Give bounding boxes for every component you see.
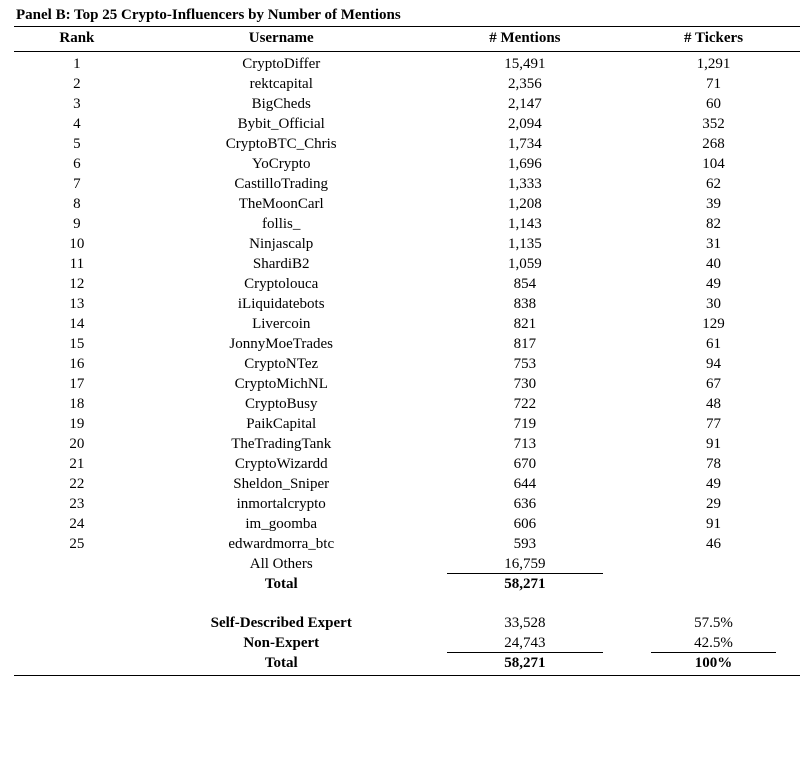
cell-username: CryptoMichNL bbox=[234, 375, 328, 392]
column-header-rank: Rank bbox=[14, 27, 140, 52]
cell-mentions: 713 bbox=[513, 435, 537, 452]
cell-rank: 8 bbox=[73, 195, 81, 212]
table-row bbox=[14, 194, 800, 214]
cell-tickers: 91 bbox=[706, 515, 722, 532]
summary-row-non-expert bbox=[14, 633, 800, 653]
cell-rank: 6 bbox=[73, 155, 81, 172]
table-row bbox=[14, 374, 800, 394]
cell-mentions-total: 58,271 bbox=[504, 575, 546, 592]
cell-rank bbox=[14, 554, 140, 574]
cell-mentions: 593 bbox=[513, 535, 537, 552]
cell-username: Bybit_Official bbox=[237, 115, 325, 132]
cell-mentions: 1,135 bbox=[508, 235, 542, 252]
cell-tickers: 94 bbox=[706, 355, 722, 372]
table-row bbox=[14, 154, 800, 174]
cell-tickers: 71 bbox=[706, 75, 722, 92]
cell-rank: 18 bbox=[69, 395, 85, 412]
cell-label-total: Total bbox=[264, 575, 298, 592]
table-row bbox=[14, 314, 800, 334]
cell-rank: 2 bbox=[73, 75, 81, 92]
cell-username: rektcapital bbox=[249, 75, 313, 92]
cell-mentions: 838 bbox=[513, 295, 537, 312]
cell-label-self-described-expert: Self-Described Expert bbox=[210, 614, 352, 631]
column-header-mentions: # Mentions bbox=[423, 27, 627, 52]
cell-username: Livercoin bbox=[252, 315, 311, 332]
cell-tickers: 91 bbox=[706, 435, 722, 452]
cell-tickers: 48 bbox=[706, 395, 722, 412]
cell-mentions: 1,333 bbox=[508, 175, 542, 192]
cell-mentions: 817 bbox=[513, 335, 537, 352]
cell-tickers: 129 bbox=[702, 315, 725, 332]
table-row bbox=[14, 494, 800, 514]
cell-label-summary-total: Total bbox=[264, 654, 298, 671]
cell-username: ShardiB2 bbox=[252, 255, 310, 272]
cell-empty bbox=[14, 653, 140, 673]
cell-tickers: 77 bbox=[706, 415, 722, 432]
cell-username: JonnyMoeTrades bbox=[229, 335, 334, 352]
cell-tickers: 268 bbox=[702, 135, 725, 152]
cell-rank: 1 bbox=[73, 55, 81, 72]
cell-rank: 25 bbox=[69, 535, 85, 552]
cell-username: YoCrypto bbox=[251, 155, 311, 172]
influencer-table bbox=[14, 27, 800, 673]
cell-mentions: 821 bbox=[513, 315, 537, 332]
cell-mentions: 15,491 bbox=[504, 55, 546, 72]
cell-username: Ninjascalp bbox=[249, 235, 314, 252]
cell-username: All Others bbox=[249, 555, 313, 572]
table-row bbox=[14, 514, 800, 534]
column-header-tickers: # Tickers bbox=[627, 27, 800, 52]
cell-mentions: 1,208 bbox=[508, 195, 542, 212]
cell-username: im_goomba bbox=[245, 515, 318, 532]
cell-username: inmortalcrypto bbox=[236, 495, 326, 512]
cell-mentions: 2,094 bbox=[508, 115, 542, 132]
table-row bbox=[14, 354, 800, 374]
cell-tickers: 30 bbox=[706, 295, 722, 312]
table-row bbox=[14, 214, 800, 234]
cell-rank: 12 bbox=[69, 275, 85, 292]
cell-mentions: 719 bbox=[513, 415, 537, 432]
table-row bbox=[14, 474, 800, 494]
table-row bbox=[14, 174, 800, 194]
cell-rank: 17 bbox=[69, 375, 85, 392]
cell-mentions: 2,356 bbox=[508, 75, 542, 92]
cell-rank: 19 bbox=[69, 415, 85, 432]
cell-rank: 5 bbox=[73, 135, 81, 152]
cell-mentions: 644 bbox=[513, 475, 537, 492]
cell-tickers: 352 bbox=[702, 115, 725, 132]
column-header-username: Username bbox=[140, 27, 423, 52]
cell-mentions: 16,759 bbox=[423, 554, 627, 574]
table-row bbox=[14, 294, 800, 314]
cell-rank: 11 bbox=[69, 255, 85, 272]
section-spacer bbox=[14, 594, 800, 613]
cell-tickers: 82 bbox=[706, 215, 722, 232]
table-row bbox=[14, 234, 800, 254]
cell-username: CastilloTrading bbox=[234, 175, 329, 192]
cell-mentions-expert: 33,528 bbox=[504, 614, 546, 631]
cell-tickers: 62 bbox=[706, 175, 722, 192]
bottom-rule bbox=[14, 675, 800, 676]
cell-share-non-expert: 42.5% bbox=[627, 633, 800, 653]
cell-rank: 20 bbox=[69, 435, 85, 452]
cell-share-expert: 57.5% bbox=[694, 614, 733, 631]
cell-mentions: 1,143 bbox=[508, 215, 542, 232]
cell-tickers: 78 bbox=[706, 455, 722, 472]
table-row bbox=[14, 414, 800, 434]
cell-username: follis_ bbox=[262, 215, 301, 232]
cell-tickers: 31 bbox=[706, 235, 722, 252]
cell-mentions: 670 bbox=[513, 455, 537, 472]
table-row bbox=[14, 434, 800, 454]
cell-tickers: 29 bbox=[706, 495, 722, 512]
table-row bbox=[14, 394, 800, 414]
cell-rank: 21 bbox=[69, 455, 85, 472]
table-body bbox=[14, 52, 800, 674]
cell-rank: 4 bbox=[73, 115, 81, 132]
cell-rank: 23 bbox=[69, 495, 85, 512]
cell-tickers: 49 bbox=[706, 475, 722, 492]
cell-tickers-total bbox=[627, 574, 800, 594]
cell-tickers: 104 bbox=[702, 155, 725, 172]
table-row bbox=[14, 534, 800, 554]
summary-row-expert bbox=[14, 613, 800, 633]
cell-username: CryptoWizardd bbox=[234, 455, 328, 472]
table-row bbox=[14, 454, 800, 474]
cell-rank: 10 bbox=[69, 235, 85, 252]
cell-mentions: 2,147 bbox=[508, 95, 542, 112]
cell-empty bbox=[14, 613, 140, 633]
cell-mentions: 1,734 bbox=[508, 135, 542, 152]
cell-username: CryptoBusy bbox=[244, 395, 318, 412]
cell-rank: 16 bbox=[69, 355, 85, 372]
cell-username: CryptoNTez bbox=[244, 355, 319, 372]
table-row bbox=[14, 94, 800, 114]
cell-mentions: 730 bbox=[513, 375, 537, 392]
cell-tickers: 60 bbox=[706, 95, 722, 112]
table-row bbox=[14, 274, 800, 294]
cell-tickers bbox=[627, 554, 800, 574]
table-row bbox=[14, 134, 800, 154]
cell-mentions: 753 bbox=[513, 355, 537, 372]
cell-empty bbox=[14, 633, 140, 653]
table-row bbox=[14, 334, 800, 354]
cell-rank: 24 bbox=[69, 515, 85, 532]
cell-mentions: 1,059 bbox=[508, 255, 542, 272]
cell-mentions: 636 bbox=[513, 495, 537, 512]
cell-label-non-expert: Non-Expert bbox=[243, 634, 320, 651]
cell-username: CryptoBTC_Chris bbox=[225, 135, 337, 152]
cell-rank: 13 bbox=[69, 295, 85, 312]
cell-rank: 22 bbox=[69, 475, 85, 492]
cell-username: CryptoDiffer bbox=[242, 55, 321, 72]
cell-username: Sheldon_Sniper bbox=[233, 475, 330, 492]
cell-rank: 7 bbox=[73, 175, 81, 192]
table-row bbox=[14, 74, 800, 94]
cell-tickers: 67 bbox=[706, 375, 722, 392]
cell-rank: 14 bbox=[69, 315, 85, 332]
cell-mentions-summary-total: 58,271 bbox=[504, 654, 546, 671]
cell-tickers: 40 bbox=[706, 255, 722, 272]
cell-share-summary-total: 100% bbox=[694, 654, 733, 671]
cell-tickers: 39 bbox=[706, 195, 722, 212]
all-others-row bbox=[14, 554, 800, 574]
cell-username: TheMoonCarl bbox=[238, 195, 324, 212]
cell-tickers: 49 bbox=[706, 275, 722, 292]
table-row bbox=[14, 114, 800, 134]
cell-tickers: 61 bbox=[706, 335, 722, 352]
table-row bbox=[14, 54, 800, 74]
cell-mentions: 606 bbox=[513, 515, 537, 532]
cell-tickers: 46 bbox=[706, 535, 722, 552]
cell-tickers: 1,291 bbox=[696, 55, 731, 72]
cell-rank: 15 bbox=[69, 335, 85, 352]
cell-username: edwardmorra_btc bbox=[228, 535, 335, 552]
table-row bbox=[14, 254, 800, 274]
cell-username: iLiquidatebots bbox=[237, 295, 325, 312]
cell-username: Cryptolouca bbox=[244, 275, 319, 292]
summary-total-row bbox=[14, 653, 800, 673]
cell-mentions: 854 bbox=[513, 275, 537, 292]
cell-username: PaikCapital bbox=[246, 415, 317, 432]
cell-username: BigCheds bbox=[251, 95, 311, 112]
cell-rank: 3 bbox=[73, 95, 81, 112]
table-header-row bbox=[14, 27, 800, 52]
total-row bbox=[14, 574, 800, 594]
cell-rank: 9 bbox=[73, 215, 81, 232]
cell-mentions: 722 bbox=[513, 395, 537, 412]
cell-username: TheTradingTank bbox=[231, 435, 332, 452]
cell-mentions: 1,696 bbox=[508, 155, 542, 172]
page-title: Panel B: Top 25 Crypto-Influencers by Number of Mentions bbox=[16, 7, 401, 23]
cell-mentions-non-expert: 24,743 bbox=[423, 633, 627, 653]
cell-rank bbox=[14, 574, 140, 594]
